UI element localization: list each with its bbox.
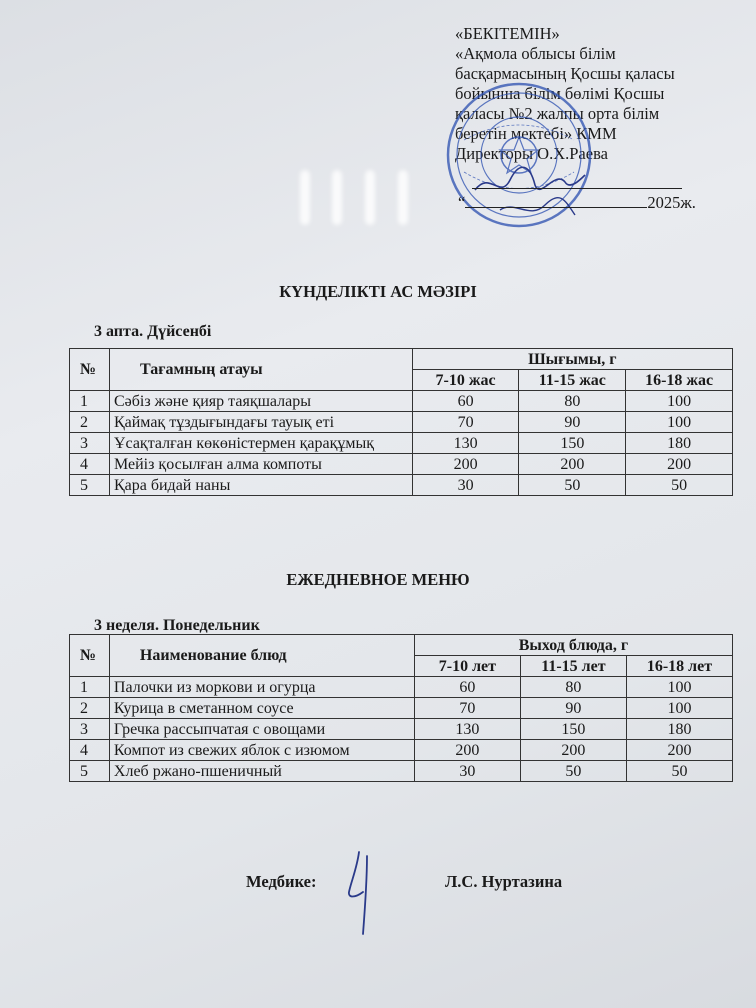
yield-value: 200 — [520, 740, 626, 761]
table-row — [70, 412, 733, 433]
approval-line: «БЕКІТЕМІН» — [455, 24, 560, 43]
table-row — [70, 740, 733, 761]
dish-name: Ұсақталған көкөністермен қарақұмық — [109, 433, 412, 454]
dish-name: Қаймақ тұздығындағы тауық еті — [109, 412, 412, 433]
table-row — [70, 433, 733, 454]
dish-name: Хлеб ржано-пшеничный — [109, 761, 414, 782]
header-num: № — [70, 349, 110, 391]
row-num: 4 — [70, 454, 110, 475]
table-row — [70, 454, 733, 475]
dish-name: Сәбіз және қияр таяқшалары — [109, 391, 412, 412]
header-num: № — [70, 635, 110, 677]
approval-line: «Ақмола облысы білім — [455, 44, 616, 63]
header-dish-name: Наименование блюд — [109, 635, 414, 677]
row-num: 4 — [70, 740, 110, 761]
header-age: 7-10 жас — [412, 370, 519, 391]
header-age: 16-18 лет — [626, 656, 732, 677]
header-age: 7-10 лет — [414, 656, 520, 677]
yield-value: 200 — [412, 454, 519, 475]
yield-value: 100 — [626, 412, 733, 433]
row-num: 5 — [70, 761, 110, 782]
yield-value: 50 — [626, 761, 732, 782]
dish-name: Палочки из моркови и огурца — [109, 677, 414, 698]
signature-line — [472, 188, 682, 189]
yield-value: 100 — [626, 391, 733, 412]
nurse-signature — [345, 848, 385, 938]
table-row — [70, 475, 733, 496]
dish-name: Компот из свежих яблок с изюмом — [109, 740, 414, 761]
yield-value: 90 — [520, 698, 626, 719]
row-num: 2 — [70, 412, 110, 433]
kz-menu-table — [69, 348, 733, 496]
header-age: 16-18 жас — [626, 370, 733, 391]
row-num: 1 — [70, 391, 110, 412]
glass-reflection — [365, 170, 375, 225]
yield-value: 100 — [626, 698, 732, 719]
yield-value: 130 — [412, 433, 519, 454]
kz-menu-subtitle: 3 апта. Дүйсенбі — [94, 323, 212, 340]
approval-line: беретін мектебі» КММ — [455, 124, 617, 143]
yield-value: 200 — [414, 740, 520, 761]
table-row — [70, 761, 733, 782]
table-row — [70, 391, 733, 412]
yield-value: 60 — [414, 677, 520, 698]
yield-value: 80 — [519, 391, 626, 412]
header-dish-name: Тағамның атауы — [109, 349, 412, 391]
table-header-row — [70, 349, 733, 370]
approval-line: Директоры О.Х.Раева — [455, 144, 608, 163]
row-num: 2 — [70, 698, 110, 719]
table-row — [70, 698, 733, 719]
table-header-row — [70, 635, 733, 656]
approval-line: бойынша білім бөлімі Қосшы — [455, 84, 665, 103]
nurse-name: Л.С. Нуртазина — [445, 872, 563, 891]
header-yield: Выход блюда, г — [414, 635, 732, 656]
kz-menu-title: КҮНДЕЛІКТІ АС МӘЗІРІ — [279, 282, 477, 301]
row-num: 5 — [70, 475, 110, 496]
glass-reflection — [332, 170, 342, 225]
ru-menu-title: ЕЖЕДНЕВНОЕ МЕНЮ — [286, 570, 470, 589]
row-num: 1 — [70, 677, 110, 698]
approval-line: қаласы №2 жалпы орта білім — [455, 104, 660, 123]
yield-value: 70 — [412, 412, 519, 433]
table-row — [70, 719, 733, 740]
approval-date: “ 2025ж. — [458, 193, 696, 212]
dish-name: Курица в сметанном соусе — [109, 698, 414, 719]
nurse-label: Медбике: — [246, 872, 317, 891]
yield-value: 200 — [519, 454, 626, 475]
dish-name: Мейіз қосылған алма компоты — [109, 454, 412, 475]
approval-line: басқармасының Қосшы қаласы — [455, 64, 675, 83]
table-row — [70, 677, 733, 698]
header-yield: Шығымы, г — [412, 349, 732, 370]
yield-value: 130 — [414, 719, 520, 740]
ru-menu-table — [69, 634, 733, 782]
yield-value: 60 — [412, 391, 519, 412]
ru-menu-subtitle: 3 неделя. Понедельник — [94, 617, 260, 634]
yield-value: 50 — [519, 475, 626, 496]
yield-value: 30 — [414, 761, 520, 782]
yield-value: 90 — [519, 412, 626, 433]
glass-reflection — [398, 170, 408, 225]
dish-name: Қара бидай наны — [109, 475, 412, 496]
yield-value: 150 — [519, 433, 626, 454]
glass-reflection — [300, 170, 310, 225]
yield-value: 180 — [626, 433, 733, 454]
yield-value: 200 — [626, 740, 732, 761]
yield-value: 70 — [414, 698, 520, 719]
yield-value: 200 — [626, 454, 733, 475]
row-num: 3 — [70, 433, 110, 454]
row-num: 3 — [70, 719, 110, 740]
yield-value: 50 — [626, 475, 733, 496]
yield-value: 50 — [520, 761, 626, 782]
yield-value: 180 — [626, 719, 732, 740]
yield-value: 150 — [520, 719, 626, 740]
yield-value: 80 — [520, 677, 626, 698]
yield-value: 100 — [626, 677, 732, 698]
header-age: 11-15 жас — [519, 370, 626, 391]
dish-name: Гречка рассыпчатая с овощами — [109, 719, 414, 740]
header-age: 11-15 лет — [520, 656, 626, 677]
yield-value: 30 — [412, 475, 519, 496]
